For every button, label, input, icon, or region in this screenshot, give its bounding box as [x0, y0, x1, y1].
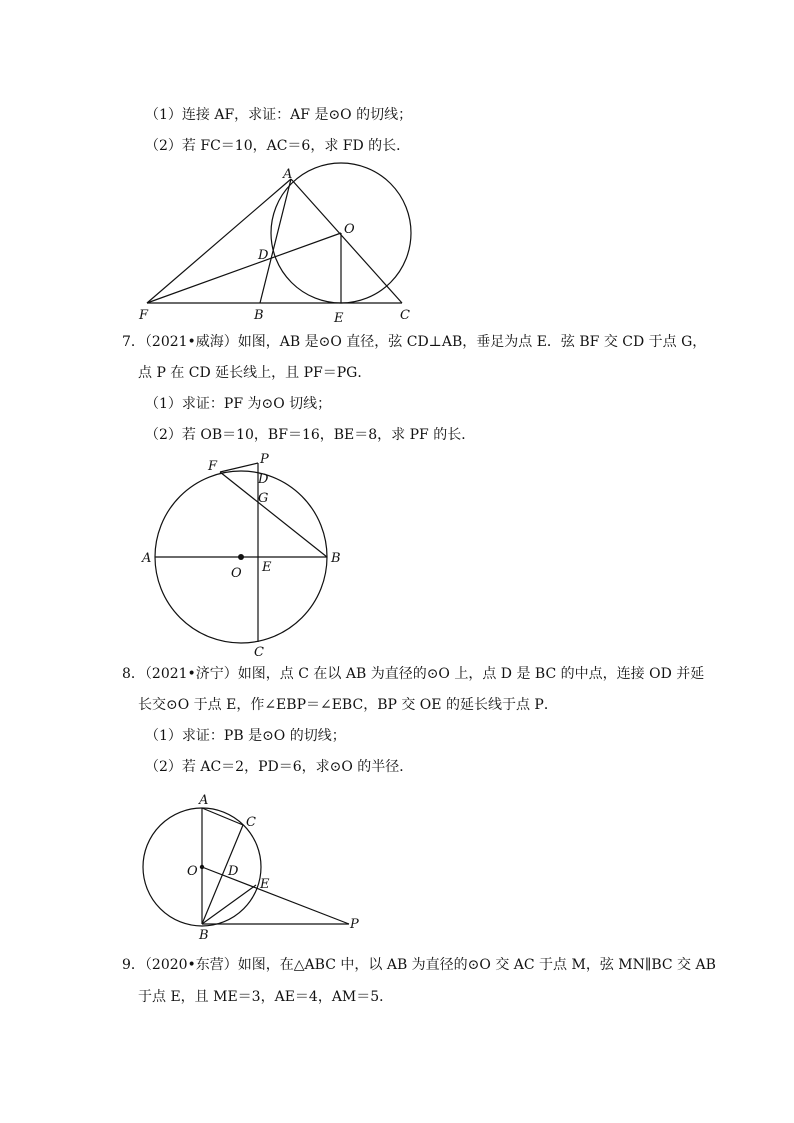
- problem8-stem-line2: 长交⊙O 于点 E，作∠EBP＝∠EBC，BP 交 OE 的延长线于点 P．: [138, 697, 558, 713]
- label-a: A: [142, 551, 152, 566]
- problem7-part1: （1）求证：PF 为⊙O 切线；: [145, 396, 332, 412]
- problem7-stem-line2: 点 P 在 CD 延长线上，且 PF＝PG．: [138, 365, 372, 381]
- problem7-stem-line1: 7．（2021•威海）如图，AB 是⊙O 直径，弦 CD⊥AB，垂足为点 E．弦 BF 交 CD 于点 G，: [122, 334, 707, 350]
- segment-op: [202, 867, 349, 924]
- problem6-part2: （2）若 FC＝10，AC＝6，求 FD 的长．: [145, 138, 411, 154]
- label-c: C: [400, 308, 410, 323]
- label-a: A: [283, 167, 293, 182]
- label-p: P: [260, 452, 269, 467]
- label-b: B: [331, 551, 341, 566]
- label-d: D: [228, 864, 239, 879]
- label-e: E: [334, 311, 344, 326]
- label-o: O: [231, 566, 242, 581]
- label-e: E: [260, 877, 270, 892]
- label-p: P: [350, 917, 359, 932]
- label-f: F: [208, 459, 218, 474]
- label-b: B: [199, 928, 209, 943]
- problem8-part1: （1）求证：PB 是⊙O 的切线；: [145, 728, 346, 744]
- problem7-part2: （2）若 OB＝10，BF＝16，BE＝8，求 PF 的长．: [145, 427, 476, 443]
- segment-ac: [202, 808, 243, 825]
- label-o: O: [187, 864, 198, 879]
- label-a: A: [199, 793, 209, 808]
- label-c: C: [246, 815, 256, 830]
- label-d: D: [258, 248, 269, 263]
- label-c: C: [254, 645, 264, 660]
- label-b: B: [254, 308, 264, 323]
- label-d: D: [258, 472, 269, 487]
- problem9-stem-line1: 9．（2020•东营）如图，在△ABC 中，以 AB 为直径的⊙O 交 AC 于点 M，弦 MN∥BC 交 AB: [122, 957, 716, 973]
- problem6-part1: （1）连接 AF，求证：AF 是⊙O 的切线；: [145, 107, 413, 123]
- label-f: F: [139, 308, 149, 323]
- label-g: G: [258, 491, 269, 506]
- problem8-stem-line1: 8．（2021•济宁）如图，点 C 在以 AB 为直径的⊙O 上，点 D 是 BC 的中点，连接 OD 并延: [122, 666, 705, 682]
- center-dot: [200, 865, 204, 869]
- label-o: O: [344, 222, 355, 237]
- problem8-part2: （2）若 AC＝2，PD＝6，求⊙O 的半径．: [145, 759, 414, 775]
- problem9-stem-line2: 于点 E，且 ME＝3，AE＝4，AM＝5．: [138, 989, 394, 1005]
- label-e: E: [262, 560, 272, 575]
